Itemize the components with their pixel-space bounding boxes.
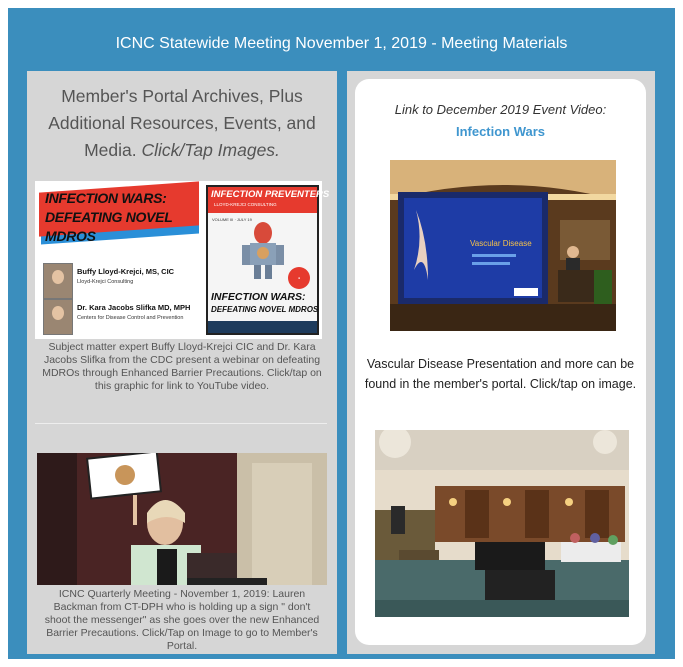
magazine-cover — [206, 185, 330, 335]
speaker-2-org: Centers for Disease Control and Prevention — [77, 315, 184, 321]
speaker-1-org: Lloyd-Krejci Consulting — [77, 279, 134, 285]
webinar-caption: Subject matter expert Buffy Lloyd-Krejci CIC and Dr. Kara Jacobs Slifka from the CDC present a webinar on defeating MDROs through Enhanced Barrier Precautions. Click/tap on this graphic for link to YouTube video. — [42, 341, 322, 392]
magazine-title: INFECTION PREVENTERS — [211, 189, 330, 200]
banner-line-1: INFECTION WARS: — [45, 190, 167, 206]
vascular-disease-presentation-photo[interactable] — [390, 160, 616, 331]
right-panel — [347, 71, 655, 654]
speaker-1 — [43, 263, 203, 299]
left-panel — [27, 71, 337, 654]
magazine-subtitle: LLOYD-KREJCI CONSULTING — [214, 202, 277, 207]
infection-wars-banner — [39, 187, 199, 244]
quarterly-meeting-caption: ICNC Quarterly Meeting - November 1, 2019: Lauren Backman from CT-DPH who is holding up a sign " don't shoot the messenger" as she goes over the new Enhanced Barrier Precautions. Click/Tap on Image to go to Member's Portal. — [44, 588, 320, 652]
newsletter-frame — [8, 8, 675, 659]
meeting-room-illustration — [375, 430, 629, 617]
magazine-badge: ● — [288, 267, 310, 289]
left-heading — [43, 83, 321, 164]
page-title: ICNC Statewide Meeting November 1, 2019 - Meeting Materials — [115, 35, 568, 52]
speaker-1-name: Buffy Lloyd-Krejci, MS, CIC — [77, 267, 175, 276]
magazine-footer-1: INFECTION WARS: — [211, 291, 306, 303]
video-heading: Link to December 2019 Event Video: — [394, 102, 607, 117]
avatar — [43, 263, 73, 299]
meeting-room-photo[interactable] — [375, 430, 629, 617]
auditorium-illustration — [390, 160, 616, 331]
magazine-footer-2: DEFEATING NOVEL MDROS — [211, 305, 319, 314]
divider — [35, 423, 327, 424]
banner-line-2: DEFEATING NOVEL MDROS — [45, 209, 173, 244]
quarterly-meeting-photo[interactable] — [37, 453, 327, 585]
speaker-photo-illustration — [37, 453, 327, 585]
left-heading-text: Member's Portal Archives, Plus Additional Resources, Events, and Media. — [48, 86, 316, 160]
speaker-2-name: Dr. Kara Jacobs Slifka MD, MPH — [77, 303, 191, 312]
magazine-issue: VOLUME III · JULY 19 — [212, 217, 252, 222]
warrior-illustration — [236, 219, 290, 281]
left-heading-italic: Click/Tap Images. — [141, 140, 280, 160]
speaker-2 — [43, 299, 203, 335]
infection-wars-video-link[interactable]: Infection Wars — [455, 124, 546, 139]
right-card — [355, 79, 646, 645]
slide-title: Vascular Disease — [470, 239, 532, 248]
avatar — [43, 299, 73, 335]
vascular-caption: Vascular Disease Presentation and more can be found in the member's portal. Click/tap on image. — [364, 357, 637, 391]
infection-wars-webinar-graphic[interactable] — [35, 181, 330, 339]
